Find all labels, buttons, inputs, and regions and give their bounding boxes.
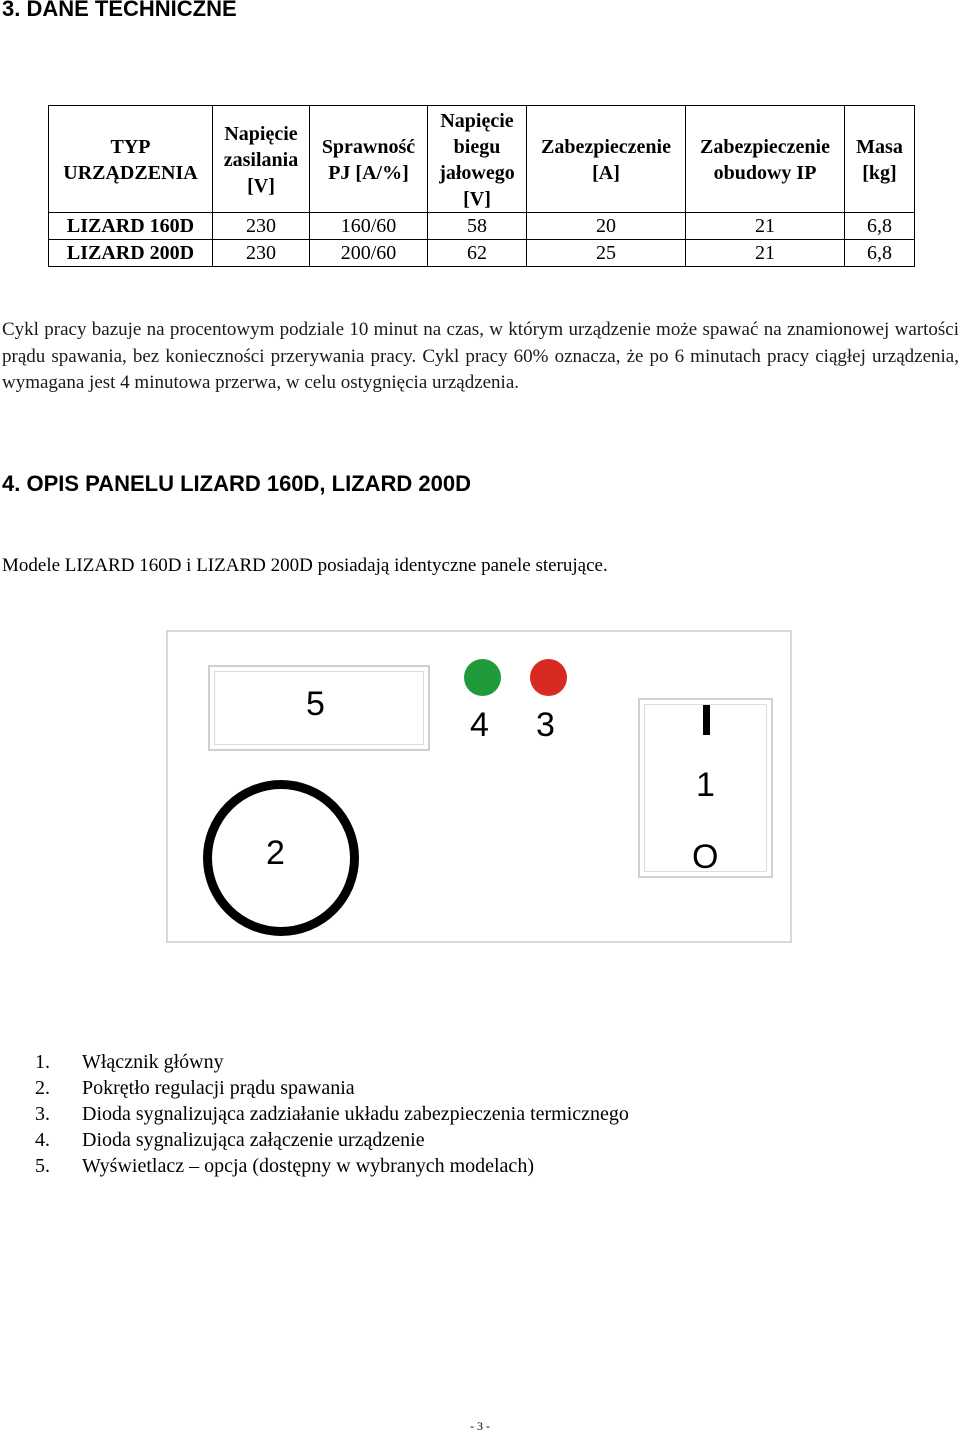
list-item-number: 2. <box>35 1077 50 1099</box>
list-item-number: 3. <box>35 1103 50 1125</box>
main-switch <box>638 698 773 878</box>
display-window <box>208 665 430 751</box>
power-led-icon <box>464 659 501 696</box>
thermal-led-icon <box>530 659 567 696</box>
switch-label: 1 <box>696 766 715 804</box>
cell-fuse: 25 <box>527 240 686 267</box>
list-item-text: Wyświetlacz – opcja (dostępny w wybranych modelach) <box>82 1155 534 1177</box>
section-4-title: 4. OPIS PANELU LIZARD 160D, LIZARD 200D <box>2 471 472 496</box>
cell-mass: 6,8 <box>845 213 915 240</box>
list-item <box>0 1127 629 1153</box>
section-3-title: 3. DANE TECHNICZNE <box>2 0 237 21</box>
list-item-text: Włącznik główny <box>82 1051 224 1073</box>
list-item <box>0 1075 629 1101</box>
list-item <box>0 1049 629 1075</box>
cell-supply-voltage: 230 <box>213 240 310 267</box>
duty-cycle-paragraph: Cykl pracy bazuje na procentowym podziale 10 minut na czas, w którym urządzenie może spawać na znamionowej wartości prądu spawania, bez konieczności przerywania pracy. Cykl pracy 60% oznacza, że po 6 minutach pracy ciągłej urządzenia, wymagana jest 4 minutowa przerwa, w celu ostygnięcia urządzenia. <box>2 319 959 393</box>
header-device-type: TYP URZĄDZENIA <box>49 106 213 213</box>
table-row <box>49 240 915 267</box>
table-row <box>49 213 915 240</box>
thermal-led-label: 3 <box>536 706 555 744</box>
header-supply-voltage: Napięcie zasilania [V] <box>213 106 310 213</box>
cell-supply-voltage: 230 <box>213 213 310 240</box>
cell-efficiency: 160/60 <box>310 213 428 240</box>
list-item-text: Dioda sygnalizująca zadziałanie układu zabezpieczenia termicznego <box>82 1103 629 1125</box>
panel-intro-paragraph: Modele LIZARD 160D i LIZARD 200D posiadają identyczne panele sterujące. <box>2 555 608 576</box>
page-number: - 3 - <box>470 1419 490 1433</box>
power-led-label: 4 <box>470 706 489 744</box>
list-item-text: Dioda sygnalizująca załączenie urządzenie <box>82 1129 425 1151</box>
list-item-number: 5. <box>35 1155 50 1177</box>
control-panel-diagram <box>166 630 792 943</box>
header-idle-voltage: Napięcie biegu jałowego [V] <box>428 106 527 213</box>
header-ip-rating: Zabezpieczenie obudowy IP <box>686 106 845 213</box>
cell-mass: 6,8 <box>845 240 915 267</box>
cell-ip-rating: 21 <box>686 213 845 240</box>
header-fuse: Zabezpieczenie [A] <box>527 106 686 213</box>
cell-fuse: 20 <box>527 213 686 240</box>
list-item-text: Pokrętło regulacji prądu spawania <box>82 1077 355 1099</box>
cell-device-type: LIZARD 200D <box>49 240 213 267</box>
cell-efficiency: 200/60 <box>310 240 428 267</box>
display-label: 5 <box>306 685 325 723</box>
technical-data-table <box>48 105 915 267</box>
switch-off-mark: O <box>692 838 719 876</box>
list-item-number: 1. <box>35 1051 50 1073</box>
header-efficiency: Sprawność PJ [A/%] <box>310 106 428 213</box>
table-header-row <box>49 106 915 213</box>
list-item <box>0 1153 629 1179</box>
list-item <box>0 1101 629 1127</box>
cell-device-type: LIZARD 160D <box>49 213 213 240</box>
cell-idle-voltage: 58 <box>428 213 527 240</box>
switch-on-mark-icon <box>703 705 710 735</box>
cell-ip-rating: 21 <box>686 240 845 267</box>
cell-idle-voltage: 62 <box>428 240 527 267</box>
knob-label: 2 <box>266 834 285 872</box>
panel-legend-list <box>0 1049 629 1179</box>
header-mass: Masa [kg] <box>845 106 915 213</box>
list-item-number: 4. <box>35 1129 50 1151</box>
